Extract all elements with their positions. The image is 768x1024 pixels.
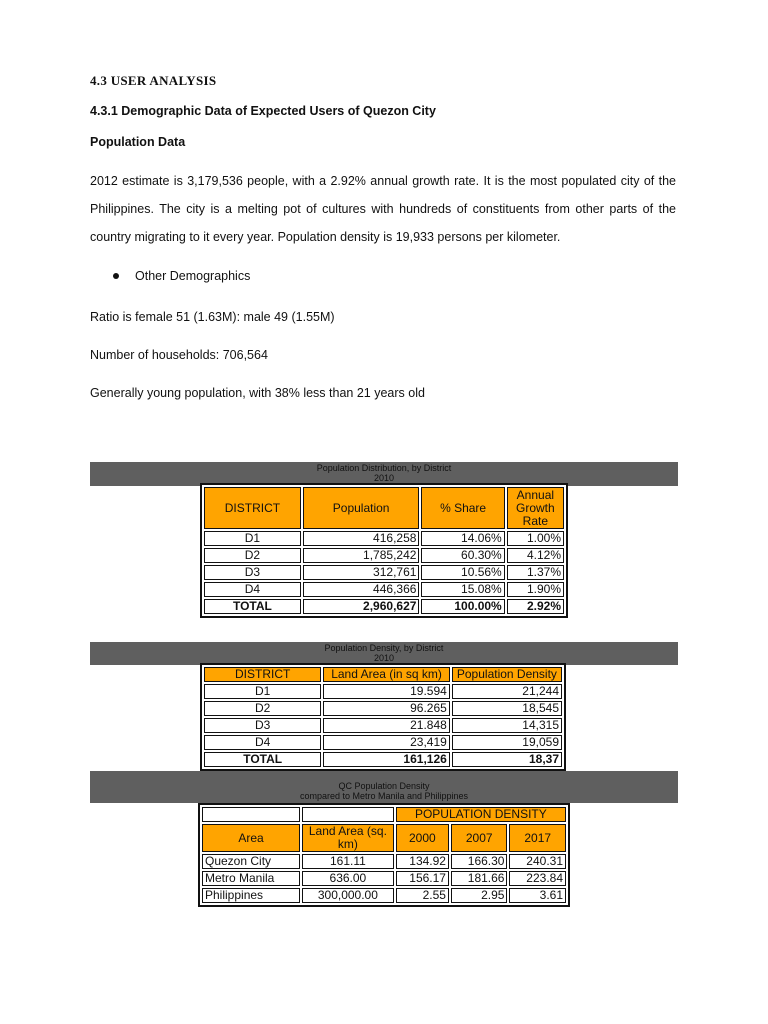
table3-banner bbox=[90, 771, 678, 803]
table-cell: Quezon City bbox=[202, 854, 300, 869]
table-cell: 1.00% bbox=[507, 531, 564, 546]
table-row bbox=[204, 718, 562, 733]
population-data-heading: Population Data bbox=[90, 135, 186, 149]
header-cell: % Share bbox=[421, 487, 504, 529]
table1 bbox=[202, 485, 566, 616]
header-cell: Population Density bbox=[452, 667, 562, 682]
households-line: Number of households: 706,564 bbox=[90, 348, 268, 362]
table-row bbox=[204, 701, 562, 716]
table-cell: 240.31 bbox=[509, 854, 566, 869]
table-cell: D4 bbox=[204, 582, 301, 597]
table-cell: 14,315 bbox=[452, 718, 562, 733]
table2-banner bbox=[90, 642, 678, 665]
table-cell: 636.00 bbox=[302, 871, 394, 886]
table-cell: 1.37% bbox=[507, 565, 564, 580]
table1-year: 2010 bbox=[373, 473, 395, 483]
table-cell: Philippines bbox=[202, 888, 300, 903]
table-cell: 181.66 bbox=[451, 871, 507, 886]
header-cell: Annual Growth Rate bbox=[507, 487, 564, 529]
table-cell: 300,000.00 bbox=[302, 888, 394, 903]
table-cell: TOTAL bbox=[204, 752, 321, 767]
table3-title: QC Population Density bbox=[338, 781, 430, 791]
table-cell: 21.848 bbox=[323, 718, 450, 733]
table-row bbox=[202, 888, 566, 903]
table-cell: 166.30 bbox=[451, 854, 507, 869]
table-row bbox=[204, 735, 562, 750]
ratio-line: Ratio is female 51 (1.63M): male 49 (1.55M) bbox=[90, 310, 335, 324]
table2-title: Population Density, by District bbox=[324, 643, 444, 653]
table-cell: 100.00% bbox=[421, 599, 504, 614]
table-cell: D1 bbox=[204, 531, 301, 546]
table-row bbox=[204, 684, 562, 699]
table-cell: 156.17 bbox=[396, 871, 449, 886]
group-header-cell: POPULATION DENSITY bbox=[396, 807, 566, 822]
header-cell: DISTRICT bbox=[204, 487, 301, 529]
table-cell: 312,761 bbox=[303, 565, 420, 580]
table-cell: D3 bbox=[204, 565, 301, 580]
young-population-line: Generally young population, with 38% less than 21 years old bbox=[90, 386, 425, 400]
table-row bbox=[202, 854, 566, 869]
table-cell: D2 bbox=[204, 548, 301, 563]
table-cell: 2.95 bbox=[451, 888, 507, 903]
table-cell: 10.56% bbox=[421, 565, 504, 580]
table-cell: 2.55 bbox=[396, 888, 449, 903]
header-cell: 2000 bbox=[396, 824, 449, 852]
header-cell: Population bbox=[303, 487, 420, 529]
table-cell: 4.12% bbox=[507, 548, 564, 563]
blank-cell bbox=[302, 807, 394, 822]
table-row bbox=[204, 548, 564, 563]
table-cell: 15.08% bbox=[421, 582, 504, 597]
section-heading: 4.3 USER ANALYSIS bbox=[90, 73, 217, 88]
table-row bbox=[204, 582, 564, 597]
table-cell: 18,37 bbox=[452, 752, 562, 767]
table-cell: 14.06% bbox=[421, 531, 504, 546]
table-cell: Metro Manila bbox=[202, 871, 300, 886]
table-cell: 416,258 bbox=[303, 531, 420, 546]
header-cell: DISTRICT bbox=[204, 667, 321, 682]
table-cell: 223.84 bbox=[509, 871, 566, 886]
table3-subtitle: compared to Metro Manila and Philippines bbox=[299, 791, 469, 801]
intro-paragraph: 2012 estimate is 3,179,536 people, with a 2.92% annual growth rate. It is the most populated city of the Philippines. The city is a melting pot of cultures with hundreds of constituents from other parts of the country migrating to it every year. Population density is 19,933 persons per kilometer. bbox=[90, 174, 676, 244]
table-cell: D2 bbox=[204, 701, 321, 716]
table-cell: 161.11 bbox=[302, 854, 394, 869]
table-cell: 18,545 bbox=[452, 701, 562, 716]
blank-cell bbox=[202, 807, 300, 822]
table1-title: Population Distribution, by District bbox=[316, 463, 452, 473]
table-cell: D3 bbox=[204, 718, 321, 733]
table-cell: 3.61 bbox=[509, 888, 566, 903]
header-cell: 2017 bbox=[509, 824, 566, 852]
table-cell: 2,960,627 bbox=[303, 599, 420, 614]
table-cell: 161,126 bbox=[323, 752, 450, 767]
table2-year: 2010 bbox=[373, 653, 395, 663]
table-row bbox=[204, 565, 564, 580]
table-header-row bbox=[202, 824, 566, 852]
table2 bbox=[202, 665, 564, 769]
bullet-other-demographics: Other Demographics bbox=[135, 269, 251, 283]
table-cell: 1.90% bbox=[507, 582, 564, 597]
table-total-row bbox=[204, 599, 564, 614]
table-cell: 60.30% bbox=[421, 548, 504, 563]
table-cell: 1,785,242 bbox=[303, 548, 420, 563]
table-total-row bbox=[204, 752, 562, 767]
header-cell: Land Area (in sq km) bbox=[323, 667, 450, 682]
bullet-icon bbox=[113, 273, 119, 279]
table-cell: TOTAL bbox=[204, 599, 301, 614]
table-cell: 134.92 bbox=[396, 854, 449, 869]
header-cell: Area bbox=[202, 824, 300, 852]
table-cell: 23,419 bbox=[323, 735, 450, 750]
table-header-row bbox=[204, 487, 564, 529]
table-group-header-row bbox=[202, 807, 566, 822]
header-cell: 2007 bbox=[451, 824, 507, 852]
table-row bbox=[204, 531, 564, 546]
table-cell: 446,366 bbox=[303, 582, 420, 597]
table-cell: 96.265 bbox=[323, 701, 450, 716]
table-cell: D4 bbox=[204, 735, 321, 750]
table1-banner bbox=[90, 462, 678, 486]
header-cell: Land Area (sq. km) bbox=[302, 824, 394, 852]
table-cell: D1 bbox=[204, 684, 321, 699]
table-cell: 21,244 bbox=[452, 684, 562, 699]
table-cell: 19,059 bbox=[452, 735, 562, 750]
table-cell: 2.92% bbox=[507, 599, 564, 614]
table-header-row bbox=[204, 667, 562, 682]
table-cell: 19.594 bbox=[323, 684, 450, 699]
subsection-heading: 4.3.1 Demographic Data of Expected Users of Quezon City bbox=[90, 104, 436, 118]
table3 bbox=[200, 805, 568, 905]
table-row bbox=[202, 871, 566, 886]
